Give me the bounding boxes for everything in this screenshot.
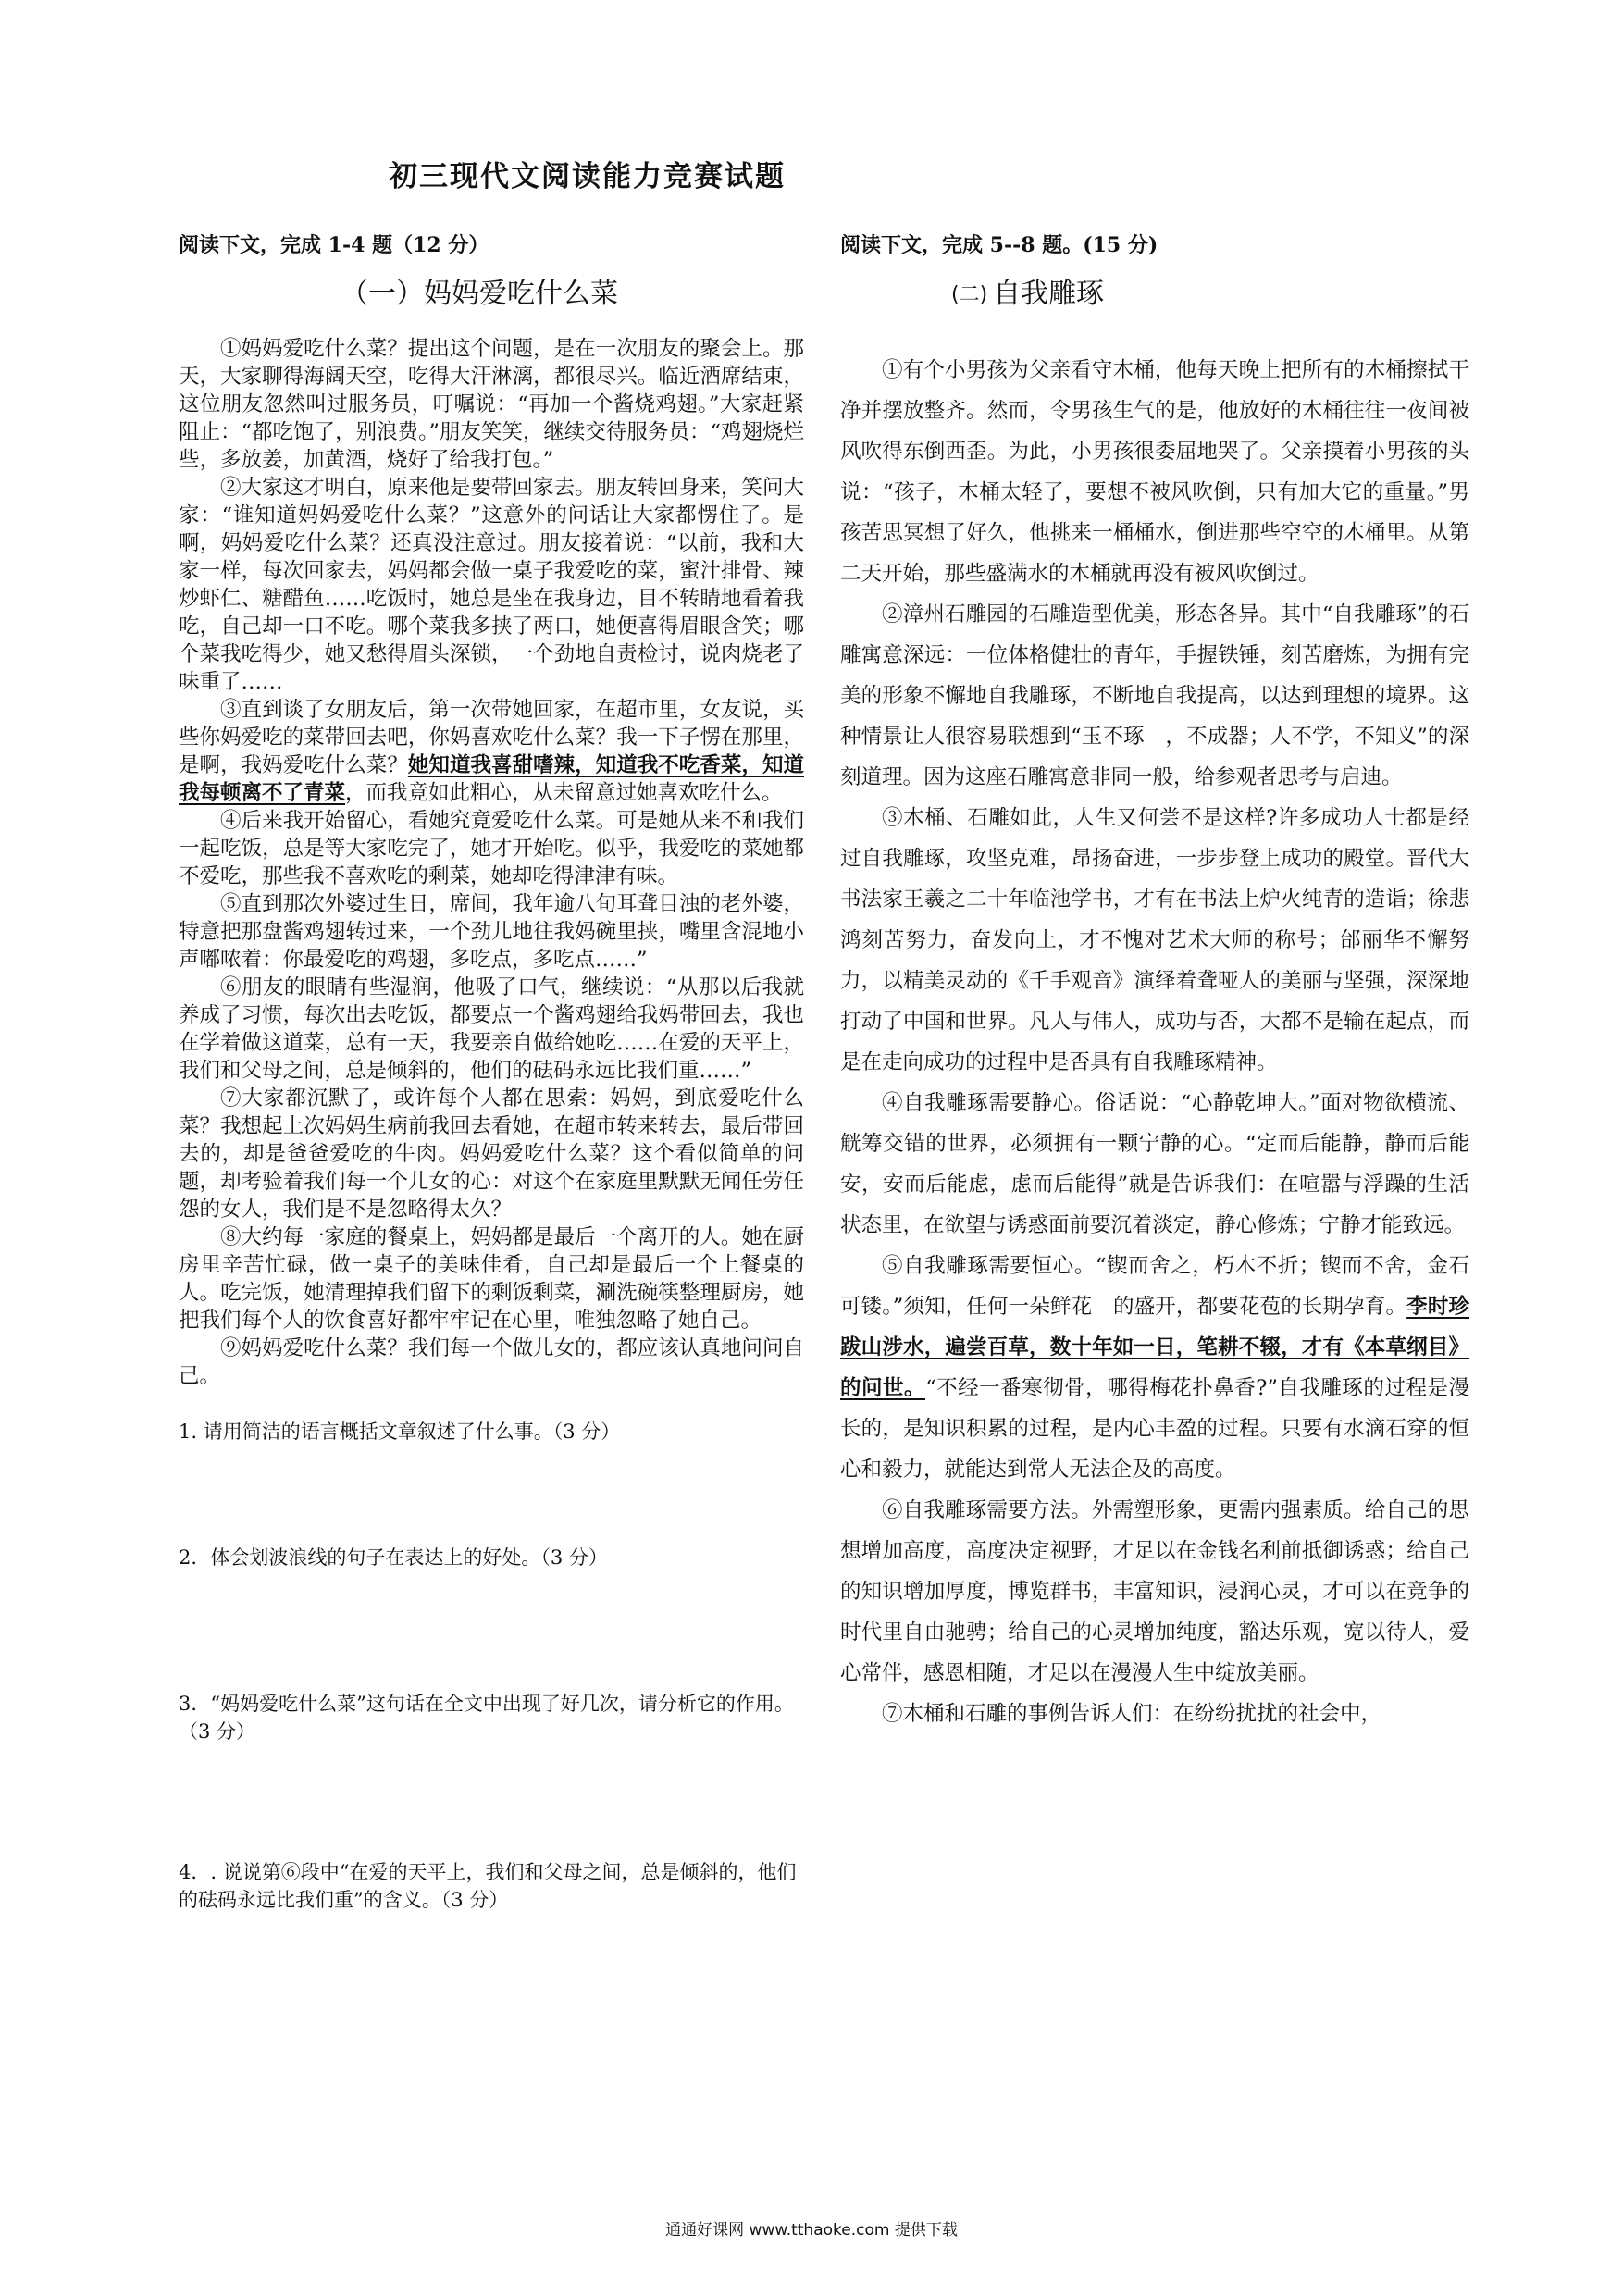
right-instruction: 阅读下文，完成 5--8 题。(15 分) <box>840 233 1158 257</box>
right-paragraph-1: ①有个小男孩为父亲看守木桶，他每天晚上把所有的木桶擦拭干净并摆放整齐。然而，令男孩生气的是，他放好的木桶往往一夜间被风吹得东倒西歪。为此，小男孩很委屈地哭了。父亲摸着小男孩的头说：“孩子，木桶太轻了，要想不被风吹倒，只有加大它的重量。”男孩苦思冥想了好久，他挑来一桶桶水，倒进那些空空的木桶里。从第二天开始，那些盛满水的木桶就再没有被风吹倒过。 <box>840 358 1469 586</box>
right-paragraph-4: ④自我雕琢需要静心。俗话说：“心静乾坤大。”面对物欲横流、觥筹交错的世界，必须拥有一颗宁静的心。“定而后能静，静而后能安，安而后能虑，虑而后能得”就是告诉我们：在喧嚣与浮躁的生活状态里，在欲望与诱惑面前要沉着淡定，静心修炼；宁静才能致远。 <box>840 1091 1469 1237</box>
left-column <box>179 230 804 1914</box>
left-paragraph-3-text: ③直到谈了女朋友后，第一次带她回家，在超市里，女友说，买些你妈爱吃的菜带回去吧，你妈喜欢吃什么菜？我一下子愣在那里，是啊，我妈爱吃什么菜？ <box>179 698 804 777</box>
left-paragraph-7: ⑦大家都沉默了，或许每个人都在思索：妈妈，到底爱吃什么菜？我想起上次妈妈生病前我回去看她，在超市转来转去，最后带回去的，却是爸爸爱吃的牛肉。妈妈爱吃什么菜？这个看似简单的问题，却考验着我们每一个儿女的心：对这个在家庭里默默无闻任劳任怨的女人，我们是不是忽略得太久？ <box>179 1086 804 1222</box>
left-paragraph-8: ⑧大约每一家庭的餐桌上，妈妈都是最后一个离开的人。她在厨房里辛苦忙碌，做一桌子的美味佳肴，自己却是最后一个上餐桌的人。吃完饭，她清理掉我们留下的剩饭剩菜，涮洗碗筷整理厨房，她把我们每个人的饮食喜好都牢牢记在心里，唯独忽略了她自己。 <box>179 1225 804 1333</box>
left-paragraph-3 <box>179 696 804 807</box>
right-paragraph-6: ⑥自我雕琢需要方法。外需塑形象，更需内强素质。给自己的思想增加高度，高度决定视野，才足以在金钱名利前抵御诱惑；给自己的知识增加厚度，博览群书，丰富知识，浸润心灵，才可以在竞争的时代里自由驰骋；给自己的心灵增加纯度，豁达乐观，宽以待人，爱心常伴，感恩相随，才足以在漫漫人生中绽放美丽。 <box>840 1498 1469 1685</box>
left-paragraph-4: ④后来我开始留心，看她究竟爱吃什么菜。可是她从来不和我们一起吃饭，总是等大家吃完了，她才开始吃。似乎，我爱吃的菜她都不爱吃，那些我不喜欢吃的剩菜，她却吃得津津有味。 <box>179 809 804 888</box>
right-column <box>840 230 1469 1734</box>
right-paragraph-2: ②漳州石雕园的石雕造型优美，形态各异。其中“自我雕琢”的石雕寓意深远：一位体格健壮的青年，手握铁锤，刻苦磨炼，为拥有完美的形象不懈地自我雕琢，不断地自我提高，以达到理想的境界。这种情景让人很容易联想到“玉不琢 ，不成器；人不学，不知义”的深刻道理。因为这座石雕寓意非同一般，给参观者思考与启迪。 <box>840 602 1469 789</box>
right-paragraph-5-tail: “不经一番寒彻骨，哪得梅花扑鼻香?”自我雕琢的过程是漫长的，是知识积累的过程，是内心丰盈的过程。只要有水滴石穿的恒心和毅力，就能达到常人无法企及的高度。 <box>840 1376 1469 1482</box>
left-section-title: （一）妈妈爱吃什么菜 <box>341 278 618 310</box>
left-paragraph-1: ①妈妈爱吃什么菜？提出这个问题，是在一次朋友的聚会上。那天，大家聊得海阔天空，吃得大汗淋漓，都很尽兴。临近酒席结束，这位朋友忽然叫过服务员，叮嘱说：“再加一个酱烧鸡翅。”大家赶紧阻止：“都吃饱了，别浪费。”朋友笑笑，继续交待服务员：“鸡翅烧烂些，多放姜，加黄酒，烧好了给我打包。” <box>179 337 804 472</box>
underlined-sentence: 李时珍跋山涉水，遍尝百草，数十年如一日，笔耕不辍，才有《本草纲目》的问世。 <box>840 1295 1469 1400</box>
left-paragraph-2: ②大家这才明白，原来他是要带回家去。朋友转回身来，笑问大家：“谁知道妈妈爱吃什么菜？”这意外的问话让大家都愣住了。是啊，妈妈爱吃什么菜？还真没注意过。朋友接着说：“以前，我和大家一样，每次回家去，妈妈都会做一桌子我爱吃的菜，蜜汁排骨、辣炒虾仁、糖醋鱼……吃饭时，她总是坐在我身边，目不转睛地看着我吃，自己却一口不吃。哪个菜我多挟了两口，她便喜得眉眼含笑；哪个菜我吃得少，她又愁得眉头深锁，一个劲地自责检讨，说肉烧老了味重了…… <box>179 476 804 694</box>
left-paragraph-9: ⑨妈妈爱吃什么菜？我们每一个做儿女的，都应该认真地问问自己。 <box>179 1336 804 1388</box>
left-instruction: 阅读下文，完成 1-4 题（12 分） <box>179 233 489 257</box>
right-paragraph-3: ③木桶、石雕如此，人生又何尝不是这样?许多成功人士都是经过自我雕琢，攻坚克难，昂扬奋进，一步步登上成功的殿堂。晋代大书法家王羲之二十年临池学书，才有在书法上炉火纯青的造诣；徐悲鸿刻苦努力，奋发向上，才不愧对艺术大师的称号；邰丽华不懈努力，以精美灵动的《千手观音》演绎着聋哑人的美丽与坚强，深深地打动了中国和世界。凡人与伟人，成功与否，大都不是输在起点，而是在走向成功的过程中是否具有自我雕琢精神。 <box>840 806 1469 1074</box>
question-4: 4．. 说说第⑥段中“在爱的天平上，我们和父母之间，总是倾斜的，他们的砝码永远比我们重”的含义。（3 分） <box>179 1861 797 1911</box>
right-section-title-text: 自我雕琢 <box>993 278 1105 310</box>
wavy-underlined-sentence: 她知道我喜甜嗜辣，知道我不吃香菜，知道我每顿离不了青菜 <box>179 753 804 805</box>
right-section-title <box>840 270 1469 350</box>
question-1: 1. 请用简洁的语言概括文章叙述了什么事。（3 分） <box>179 1421 621 1443</box>
right-section-prefix: (二) <box>951 283 988 306</box>
question-3: 3．“妈妈爱吃什么菜”这句话在全文中出现了好几次，请分析它的作用。（3 分） <box>179 1693 794 1743</box>
page-footer: 通通好课网 www.tthaoke.com 提供下载 <box>665 2221 958 2240</box>
right-paragraph-5 <box>840 1246 1469 1490</box>
left-paragraph-5: ⑤直到那次外婆过生日，席间，我年逾八旬耳聋目浊的老外婆，特意把那盘酱鸡翅转过来，一个劲儿地往我妈碗里挟，嘴里含混地小声嘟哝着：你最爱吃的鸡翅，多吃点，多吃点……” <box>179 892 804 972</box>
question-2: 2．体会划波浪线的句子在表达上的好处。（3 分） <box>179 1546 608 1569</box>
right-paragraph-7: ⑦木桶和石雕的事例告诉人们：在纷纷扰扰的社会中， <box>882 1702 1382 1726</box>
left-paragraph-3-tail: ，而我竟如此粗心，从未留意过她喜欢吃什么。 <box>345 781 783 805</box>
document-title: 初三现代文阅读能力竞赛试题 <box>389 160 786 193</box>
left-paragraph-6: ⑥朋友的眼睛有些湿润，他吸了口气，继续说：“从那以后我就养成了习惯，每次出去吃饭，都要点一个酱鸡翅给我妈带回去，我也在学着做这道菜，总有一天，我要亲自做给她吃……在爱的天平上，我们和父母之间，总是倾斜的，他们的砝码永远比我们重……” <box>179 975 804 1083</box>
right-paragraph-5-text: ⑤自我雕琢需要恒心。“锲而舍之，朽木不折；锲而不舍，金石可镂。”须知，任何一朵鲜花 的盛开，都要花苞的长期孕育。 <box>840 1254 1469 1319</box>
